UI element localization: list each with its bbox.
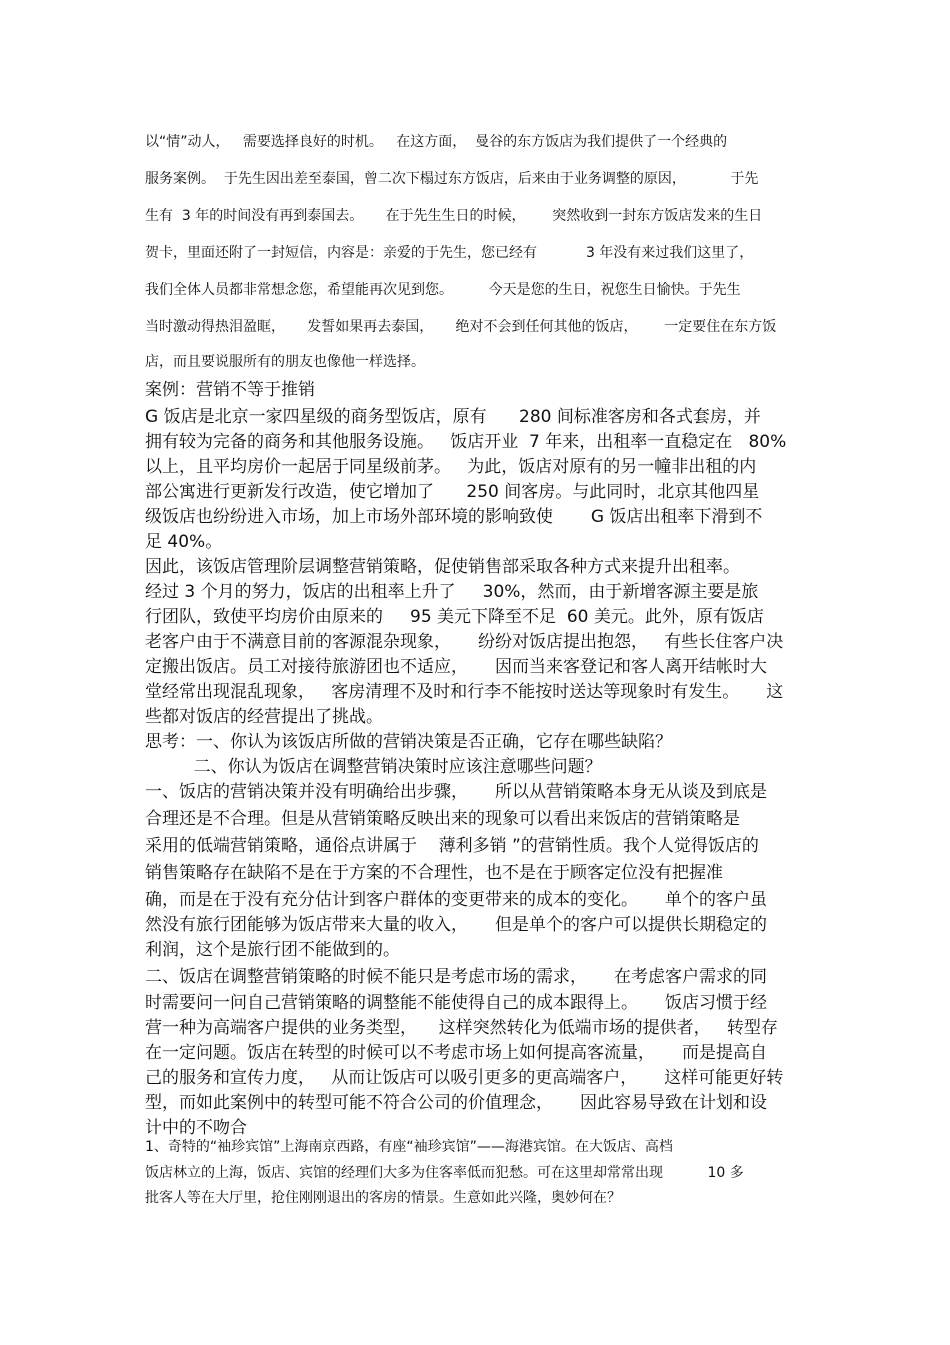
answer-line: 己的服务和宣传力度， 从而让饭店可以吸引更多的更高端客户， 这样可能更好转 xyxy=(145,1068,784,1088)
answer-line: 在一定问题。饭店在转型的时候可以不考虑市场上如何提高客流量， 而是提高自 xyxy=(145,1043,768,1063)
text-line: 当时激动得热泪盈眶， 发誓如果再去泰国， 绝对不会到任何其他的饭店， 一定要住在东方饭 xyxy=(145,319,777,335)
text-line: G 饭店是北京一家四星级的商务型饭店，原有 280 间标准客房和各式套房，并 xyxy=(145,407,761,427)
text-line: 经过 3 个月的努力，饭店的出租率上升了 30%，然而，由于新增客源主要是旅 xyxy=(145,582,759,602)
text-line: 定搬出饭店。员工对接待旅游团也不适应， 因而当来客登记和客人离开结帐时大 xyxy=(145,657,768,677)
text-line: 行团队，致使平均房价由原来的 95 美元下降至不足 60 美元。此外，原有饭店 xyxy=(145,607,764,627)
question-line: 二、你认为饭店在调整营销决策时应该注意哪些问题？ xyxy=(145,757,602,777)
text-line: 1、奇特的“袖珍宾馆”上海南京西路，有座“袖珍宾馆”——海港宾馆。在大饭店、高档 xyxy=(145,1139,673,1155)
answer-line: 二、饭店在调整营销策略的时候不能只是考虑市场的需求， 在考虑客户需求的同 xyxy=(145,967,768,987)
text-line: 级饭店也纷纷进入市场，加上市场外部环境的影响致使 G 饭店出租率下滑到不 xyxy=(145,507,763,527)
answer-line: 采用的低端营销策略，通俗点讲属于 薄利多销 ”的营销性质。我个人觉得饭店的 xyxy=(145,836,759,856)
text-line: 以上，且平均房价一起居于同星级前茅。 为此，饭店对原有的另一幢非出租的内 xyxy=(145,457,757,477)
text-line: 拥有较为完备的商务和其他服务设施。 饭店开业 7 年来，出租率一直稳定在 80% xyxy=(145,432,787,452)
section-title: 案例：营销不等于推销 xyxy=(145,380,315,400)
answer-line: 型，而如此案例中的转型可能不符合公司的价值理念， 因此容易导致在计划和设 xyxy=(145,1093,768,1113)
text-line: 服务案例。 于先生因出差至泰国，曾二次下榻过东方饭店，后来由于业务调整的原因， 于先 xyxy=(145,171,759,187)
text-line: 些都对饭店的经营提出了挑战。 xyxy=(145,707,383,727)
text-line: 老客户由于不满意目前的客源混杂现象， 纷纷对饭店提出抱怨， 有些长住客户决 xyxy=(145,632,784,652)
text-line: 我们全体人员都非常想念您，希望能再次见到您。 今天是您的生日，祝您生日愉快。于先生 xyxy=(145,282,741,298)
answer-line: 时需要问一问自己营销策略的调整能不能使得自己的成本跟得上。 饭店习惯于经 xyxy=(145,993,768,1013)
text-line: 贺卡，里面还附了一封短信，内容是：亲爱的于先生，您已经有 3 年没有来过我们这里了， xyxy=(145,245,754,261)
text-line: 饭店林立的上海，饭店、宾馆的经理们大多为住客率低而犯愁。可在这里却常常出现 10 多 xyxy=(145,1165,744,1181)
answer-line: 确，而是在于没有充分估计到客户群体的变更带来的成本的变化。 单个的客户虽 xyxy=(145,890,768,910)
text-line: 因此，该饭店管理阶层调整营销策略，促使销售部采取各种方式来提升出租率。 xyxy=(145,557,740,577)
answer-line: 销售策略存在缺陷不是在于方案的不合理性，也不是在于顾客定位没有把握准 xyxy=(145,863,723,883)
text-line: 生有 3 年的时间没有再到泰国去。 在于先生生日的时候， 突然收到一封东方饭店发来的生日 xyxy=(145,208,763,224)
text-line: 部公寓进行更新发行改造，使它增加了 250 间客房。与此同时，北京其他四星 xyxy=(145,482,760,502)
answer-line: 计中的不吻合 xyxy=(145,1118,247,1138)
text-line: 以“情”动人， 需要选择良好的时机。 在这方面， 曼谷的东方饭店为我们提供了一个经典的 xyxy=(145,134,728,150)
answer-line: 合理还是不合理。但是从营销策略反映出来的现象可以看出来饭店的营销策略是 xyxy=(145,809,740,829)
answer-line: 利润，这个是旅行团不能做到的。 xyxy=(145,940,400,960)
text-line: 店，而且要说服所有的朋友也像他一样选择。 xyxy=(145,354,425,370)
text-line: 批客人等在大厅里，抢住刚刚退出的客房的情景。生意如此兴隆，奥妙何在？ xyxy=(145,1190,621,1206)
text-line: 堂经常出现混乱现象， 客房清理不及时和行李不能按时送达等现象时有发生。 这 xyxy=(145,682,784,702)
answer-line: 一、饭店的营销决策并没有明确给出步骤， 所以从营销策略本身无从谈及到底是 xyxy=(145,782,768,802)
question-line: 思考：一、你认为该饭店所做的营销决策是否正确，它存在哪些缺陷？ xyxy=(145,732,672,752)
text-line: 足 40%。 xyxy=(145,532,223,552)
answer-line: 然没有旅行团能够为饭店带来大量的收入， 但是单个的客户可以提供长期稳定的 xyxy=(145,915,768,935)
answer-line: 营一种为高端客户提供的业务类型， 这样突然转化为低端市场的提供者， 转型存 xyxy=(145,1018,778,1038)
